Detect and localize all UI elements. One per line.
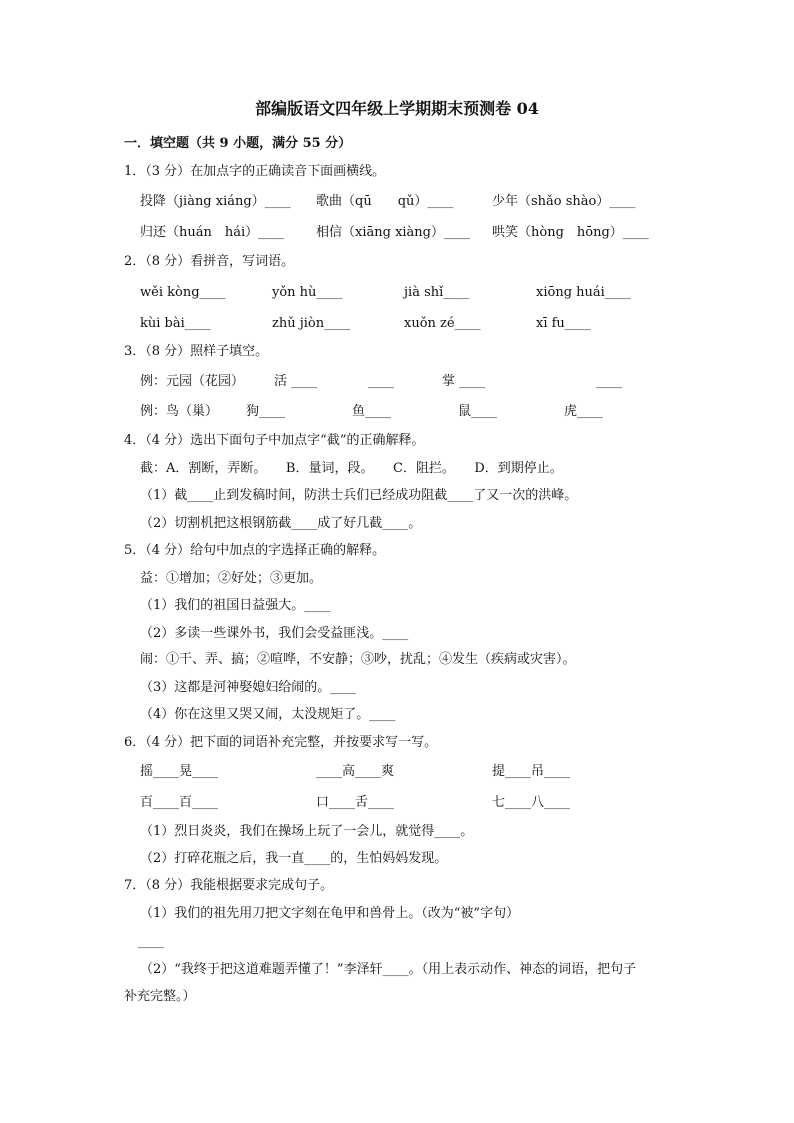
q1-item: 投降（jiàng xiáng）____ — [140, 194, 291, 209]
question-7-sentence-1: （1）我们的祖先用刀把文字刻在龟甲和兽骨上。（改为“被”字句） — [140, 906, 520, 921]
question-4-options: 截：A．割断，弄断。 B．量词，段。 C．阻拦。 D．到期停止。 — [140, 461, 563, 476]
question-6-prompt: 6．（4 分）把下面的词语补充完整，并按要求写一写。 — [124, 735, 438, 750]
q2-item: wěi kòng____ — [140, 285, 226, 300]
q2-item: jià shǐ____ — [404, 285, 470, 300]
q2-item: xiōng huái____ — [536, 285, 631, 300]
question-6-sentence-2: （2）打碎花瓶之后，我一直____的，生怕妈妈发现。 — [140, 851, 448, 866]
question-2-row-1 — [140, 285, 700, 301]
question-3-row-1 — [140, 374, 700, 390]
q1-item: 歌曲（qū qǔ）____ — [316, 194, 454, 209]
question-4-prompt: 4．（4 分）选出下面句子中加点字“截”的正确解释。 — [124, 433, 425, 448]
question-5-definition-1: 益：①增加；②好处；③更加。 — [140, 571, 323, 586]
page-title: 部编版语文四年级上学期期末预测卷 04 — [255, 99, 539, 118]
question-2-row-2 — [140, 316, 700, 332]
q3-item: ____ — [368, 374, 394, 389]
q6-item: 七____八____ — [492, 795, 571, 810]
q3-item: 狗____ — [246, 404, 286, 419]
question-5-definition-2: 闹：①干、弄、搞；②喧哗，不安静；③吵，扰乱；④发生（疾病或灾害）。 — [140, 652, 576, 667]
question-3-row-2 — [140, 404, 700, 420]
question-1-row-1 — [140, 194, 700, 210]
q2-item: xī fu____ — [536, 316, 591, 331]
question-4-sentence-1: （1）截____止到发稿时间，防洪士兵们已经成功阻截____了又一次的洪峰。 — [140, 488, 578, 503]
q3-item: 掌 ____ — [442, 374, 486, 389]
question-7-sentence-2: （2）“我终于把这道难题弄懂了！”李泽轩____。（用上表示动作、神态的词语，把句子 — [140, 962, 637, 977]
q2-item: yǒn hù____ — [272, 285, 343, 300]
question-5-prompt: 5．（4 分）给句中加点的字选择正确的解释。 — [124, 543, 386, 558]
question-6-row-2 — [140, 795, 700, 811]
q6-item: 百____百____ — [140, 795, 219, 810]
q2-item: zhǔ jiòn____ — [272, 316, 351, 331]
question-7-sentence-2-continued: 补充完整。） — [124, 989, 196, 1004]
question-1-prompt: 1．（3 分）在加点字的正确读音下面画横线。 — [124, 164, 386, 179]
question-5-sentence-2: （2）多读一些课外书，我们会受益匪浅。____ — [140, 626, 409, 641]
q3-item: ____ — [596, 374, 622, 389]
q3-example: 例：鸟（巢） — [140, 404, 219, 419]
question-7-prompt: 7．（8 分）我能根据要求完成句子。 — [124, 878, 334, 893]
q3-item: 鱼____ — [352, 404, 392, 419]
q1-item: 相信（xiāng xiàng）____ — [316, 225, 471, 240]
q6-item: ____高____爽 — [316, 764, 395, 779]
q3-example: 例：元园（花园） — [140, 374, 245, 389]
question-7-answer-blank: ____ — [138, 934, 164, 949]
question-1-row-2 — [140, 225, 700, 241]
question-2-prompt: 2．（8 分）看拼音，写词语。 — [124, 254, 295, 269]
q6-item: 口____舌____ — [316, 795, 395, 810]
q1-item: 少年（shǎo shào）____ — [492, 194, 636, 209]
question-4-sentence-2: （2）切割机把这根钢筋截____成了好几截____。 — [140, 516, 422, 531]
section-heading: 一．填空题（共 9 小题，满分 55 分） — [124, 136, 352, 151]
q2-item: xuǒn zé____ — [404, 316, 481, 331]
q3-item: 虎____ — [564, 404, 604, 419]
question-5-sentence-3: （3）这都是河神娶媳妇给闹的。____ — [140, 680, 357, 695]
q2-item: kùi bài____ — [140, 316, 211, 331]
question-6-sentence-1: （1）烈日炎炎，我们在操场上玩了一会儿，就觉得____。 — [140, 824, 474, 839]
question-6-row-1 — [140, 764, 700, 780]
question-3-prompt: 3．（8 分）照样子填空。 — [124, 344, 269, 359]
q1-item: 归还（huán hái）____ — [140, 225, 285, 240]
question-5-sentence-1: （1）我们的祖国日益强大。____ — [140, 598, 331, 613]
q6-item: 提____吊____ — [492, 764, 571, 779]
question-5-sentence-4: （4）你在这里又哭又闹，太没规矩了。____ — [140, 707, 396, 722]
q3-item: 活 ____ — [274, 374, 318, 389]
q6-item: 摇____晃____ — [140, 764, 219, 779]
q3-item: 鼠____ — [458, 404, 498, 419]
q1-item: 哄笑（hòng hōng）____ — [492, 225, 649, 240]
